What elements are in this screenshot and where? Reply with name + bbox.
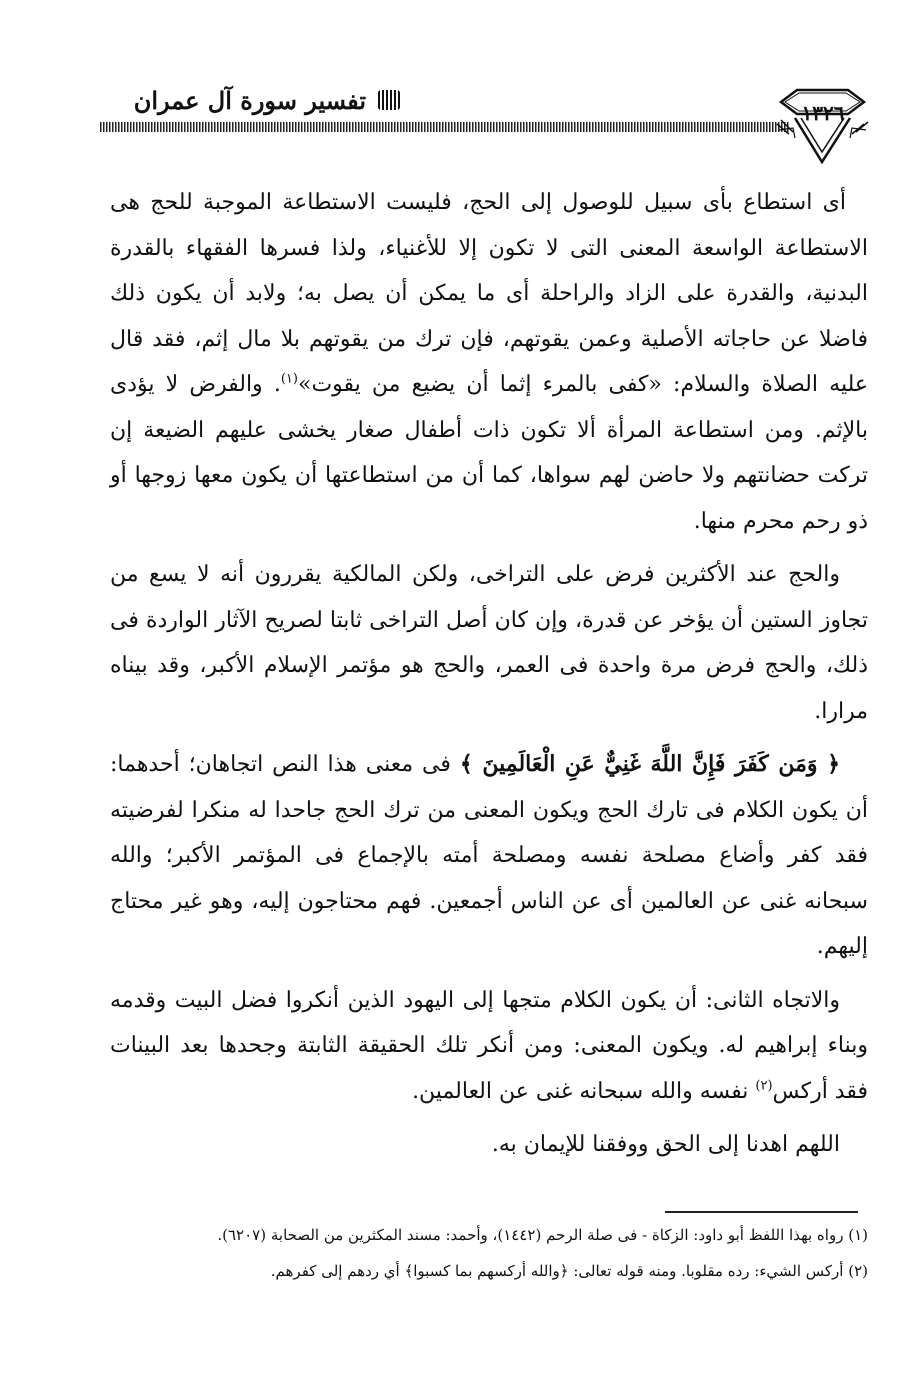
body-text — [110, 180, 868, 1168]
header-rule — [100, 122, 790, 132]
footnote-2: (٢) أركس الشيء: رده مقلوبا. ومنه قوله تعالى: ﴿والله أركسهم بما كسبوا﴾ أي ردهم إلى كفرهم. — [270, 1262, 868, 1280]
running-header — [100, 82, 400, 118]
footnotes — [110, 1221, 868, 1286]
footnote-ref-1: (١) — [280, 371, 298, 387]
footnote-rule — [665, 1211, 858, 1213]
quranic-verse: ﴿ وَمَن كَفَرَ فَإِنَّ اللَّهَ غَنِيٌّ عَنِ الْعَالَمِينَ ﴾ — [459, 751, 840, 777]
paragraph-1 — [110, 180, 868, 544]
page-number: ١٣٢٦ — [801, 101, 845, 125]
paragraph-4-tail: نفسه والله سبحانه غنى عن العالمين. — [412, 1078, 756, 1104]
running-title: تفسير سورة آل عمران — [133, 85, 366, 115]
ornament-icon — [378, 90, 400, 110]
footnote-ref-2: (٢) — [755, 1078, 773, 1094]
paragraph-4 — [110, 978, 868, 1115]
footnote-1: (١) رواه بهذا اللفظ أبو داود: الزكاة - فى صلة الرحم (١٤٤٢)، وأحمد: مسند المكثرين من الصحابة (٦٢٠٧). — [217, 1226, 868, 1244]
paragraph-4-text: والاتجاه الثانى: أن يكون الكلام متجها إلى اليهود الذين أنكروا فضل البيت وقدمه وبناء إبراهيم له. ويكون المعنى: ومن أنكر تلك الحقيقة الثابتة وجحدها بعد البينات فقد أركس — [110, 987, 868, 1104]
paragraph-2: والحج عند الأكثرين فرض على التراخى، ولكن المالكية يقررون أنه لا يسع من تجاوز الستين أن يؤخر عن قدرة، وإن كان أصل التراخى ثابتا لصريح الآثار الواردة فى ذلك، والحج فرض مرة واحدة فى العمر، والحج هو مؤتمر الإسلام الأكبر، وقد بيناه مرارا. — [110, 562, 868, 724]
paragraph-1-text: أى استطاع بأى سبيل للوصول إلى الحج، فليست الاستطاعة الموجبة للحج هى الاستطاعة الواسعة المعنى التى لا تكون إلا للأغنياء، ولذا فسرها الفقهاء بالقدرة البدنية، والقدرة على الزاد والراحلة أى ما يمكن أن يصل به؛ ولابد أن يكون ذلك فاضلا عن حاجاته الأصلية وعمن يقوتهم، فإن ترك من يقوتهم بلا مال إثم، فقد قال عليه الصلاة والسلام: «كفى بالمرء إثما أن يضيع من يقوت» — [110, 190, 868, 397]
paragraph-1-tail: . والفرض لا يؤدى بالإثم. ومن استطاعة المرأة ألا تكون ذات أطفال صغار يخشى عليهم الضيعة إن تركت حضانتهم ولا حاضن لهم سواها، كما أن من استطاعتها أن يكون معها زوجها أو ذو رحم محرم منها. — [110, 372, 868, 534]
paragraph-3 — [110, 742, 868, 970]
paragraph-3-text: فى معنى هذا النص اتجاهان؛ أحدهما: أن يكون الكلام فى تارك الحج ويكون المعنى من ترك الحج جاحدا له منكرا لفرضيته فقد كفر وأضاع مصلحة نفسه ومصلحة أمته بالإجماع فى المؤتمر الأكبر؛ والله سبحانه غنى عن العالمين أى عن الناس أجمعين. فهم محتاجون إليه، وهو غير محتاج إليهم. — [110, 752, 868, 959]
paragraph-5: اللهم اهدنا إلى الحق ووفقنا للإيمان به. — [491, 1132, 840, 1157]
